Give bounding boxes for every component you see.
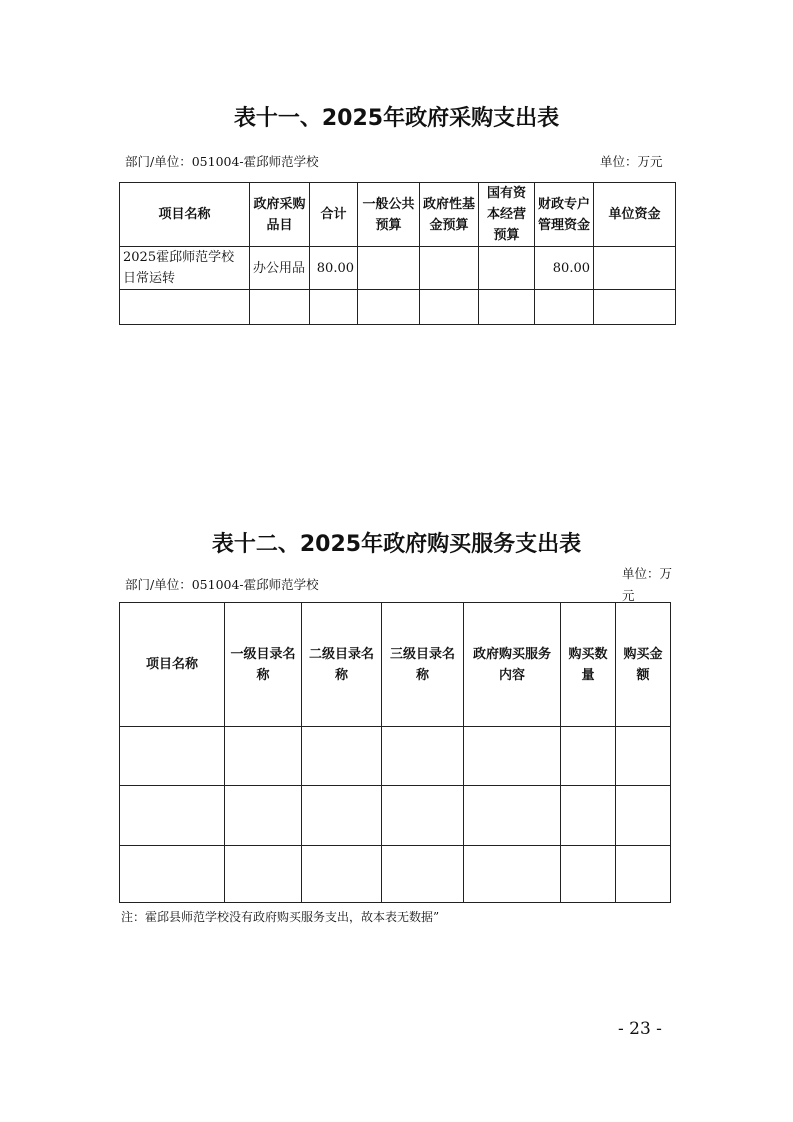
table-cell bbox=[120, 786, 225, 846]
table-cell bbox=[464, 727, 561, 786]
table-cell bbox=[120, 846, 225, 903]
table12-dept: 部门/单位：051004-霍邱师范学校 bbox=[125, 577, 319, 592]
header-cell: 单位资金 bbox=[594, 183, 676, 247]
table-cell bbox=[561, 846, 616, 903]
header-cell: 政府性基金预算 bbox=[420, 183, 479, 247]
table11-dept: 部门/单位：051004-霍邱师范学校 bbox=[125, 154, 319, 169]
table-cell: 2025霍邱师范学校日常运转 bbox=[120, 247, 250, 290]
table-row bbox=[120, 727, 671, 786]
table12-title: 表十二、2025年政府购买服务支出表 bbox=[211, 532, 582, 557]
table11-title: 表十一、2025年政府采购支出表 bbox=[233, 106, 560, 131]
table-cell bbox=[479, 290, 535, 325]
header-cell: 项目名称 bbox=[120, 183, 250, 247]
table-cell bbox=[464, 786, 561, 846]
table-row bbox=[120, 786, 671, 846]
table-cell bbox=[225, 846, 302, 903]
table-cell bbox=[310, 290, 358, 325]
table12-unit: 单位：万元 bbox=[622, 566, 673, 603]
header-cell: 购买数量 bbox=[561, 603, 616, 727]
table-cell bbox=[535, 290, 594, 325]
table-cell bbox=[302, 727, 382, 786]
table12-header-row bbox=[120, 603, 671, 727]
table-cell bbox=[616, 727, 671, 786]
table-cell bbox=[358, 290, 420, 325]
table-cell bbox=[225, 727, 302, 786]
table11-unit: 单位：万元 bbox=[600, 154, 663, 169]
table-cell: 80.00 bbox=[535, 247, 594, 290]
table-cell bbox=[302, 786, 382, 846]
page-number: - 23 - bbox=[618, 1019, 662, 1039]
table-cell bbox=[561, 727, 616, 786]
table-row bbox=[120, 846, 671, 903]
table-cell bbox=[250, 290, 310, 325]
table-cell: 80.00 bbox=[310, 247, 358, 290]
table-cell bbox=[594, 290, 676, 325]
table-cell bbox=[382, 846, 464, 903]
table-cell bbox=[594, 247, 676, 290]
header-cell: 合计 bbox=[310, 183, 358, 247]
header-cell: 一般公共预算 bbox=[358, 183, 420, 247]
table-cell bbox=[561, 786, 616, 846]
header-cell: 一级目录名称 bbox=[225, 603, 302, 727]
table11 bbox=[119, 182, 676, 325]
table-cell: 办公用品 bbox=[250, 247, 310, 290]
table-cell bbox=[616, 786, 671, 846]
table-row bbox=[120, 290, 676, 325]
header-cell: 三级目录名称 bbox=[382, 603, 464, 727]
header-cell: 政府购买服务内容 bbox=[464, 603, 561, 727]
table12 bbox=[119, 602, 671, 903]
header-cell: 政府采购品目 bbox=[250, 183, 310, 247]
table-cell bbox=[302, 846, 382, 903]
table-cell bbox=[120, 727, 225, 786]
table-cell bbox=[382, 786, 464, 846]
table-cell bbox=[616, 846, 671, 903]
header-cell: 项目名称 bbox=[120, 603, 225, 727]
table-cell bbox=[225, 786, 302, 846]
table-cell bbox=[358, 247, 420, 290]
table-cell bbox=[420, 247, 479, 290]
table11-header-row bbox=[120, 183, 676, 247]
header-cell: 二级目录名称 bbox=[302, 603, 382, 727]
table-row bbox=[120, 247, 676, 290]
table-cell bbox=[479, 247, 535, 290]
header-cell: 财政专户管理资金 bbox=[535, 183, 594, 247]
table-cell bbox=[464, 846, 561, 903]
header-cell: 购买金额 bbox=[616, 603, 671, 727]
header-cell: 国有资本经营预算 bbox=[479, 183, 535, 247]
table12-note: 注：霍邱县师范学校没有政府购买服务支出，故本表无数据” bbox=[121, 910, 440, 924]
table-cell bbox=[420, 290, 479, 325]
table-cell bbox=[120, 290, 250, 325]
table-cell bbox=[382, 727, 464, 786]
